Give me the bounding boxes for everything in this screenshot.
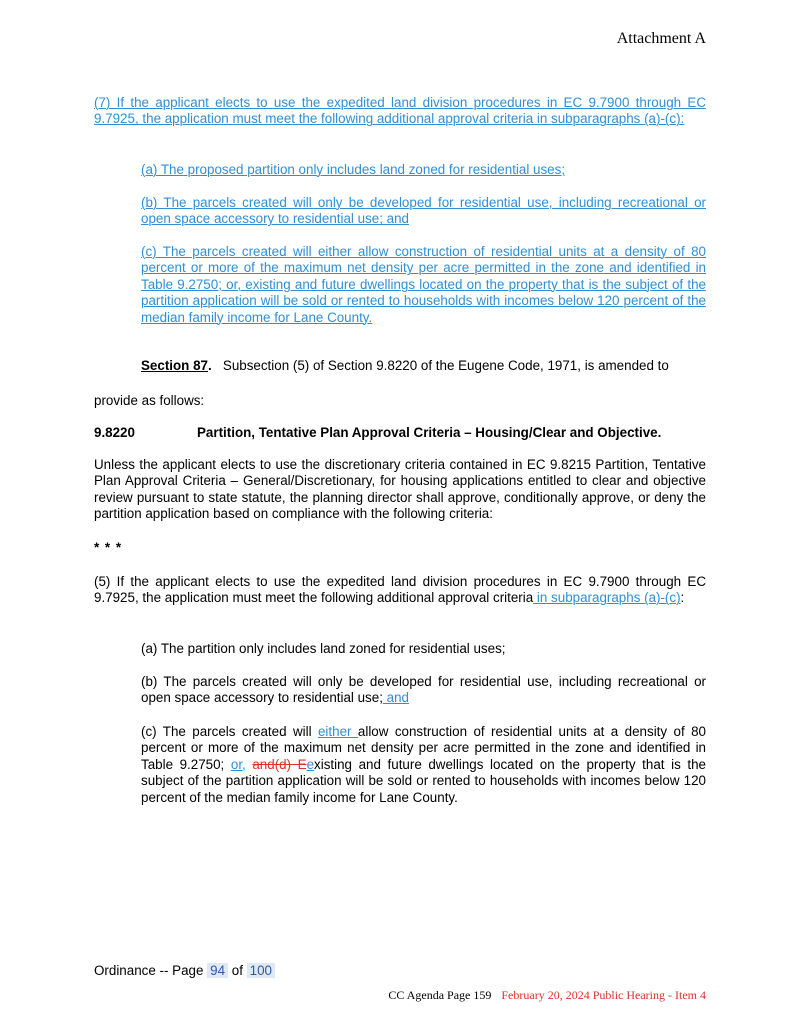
section-87-text: Subsection (5) of Section 9.8220 of the Eugene Code, 1971, is amended to — [222, 358, 669, 373]
subsection-5c-text-1: (c) The parcels created will — [141, 724, 318, 739]
code-title: Partition, Tentative Plan Approval Criteria – Housing/Clear and Objective. — [197, 425, 662, 440]
subsection-5c-text-3: xisting and future dwellings located on the property that is the subject of the partition application will be sold or rented to households with incomes below 120 percent of the median family income for Lane County. — [141, 756, 706, 805]
new-subsection-7c: (c) The parcels created will either allow construction of residential units at a density of 80 percent or more of the maximum net density per acre permitted in the zone and identified in Table 9.2750; or, existing and future dwellings located on the property that is the subject of the partition application will be sold or rented to households with incomes below 120 percent of the median family income for Lane County. — [141, 244, 706, 325]
subsection-5c-text-2: allow construction of residential units at a density of 80 percent or more of the maximum net density per acre permitted in the zone and identified in Table 9.2750; — [141, 724, 706, 772]
section-87-line — [141, 358, 706, 373]
new-subsection-7: (7) If the applicant elects to use the expedited land division procedures in EC 9.7900 through EC 9.7925, the application must meet the following additional approval criteria in subparagraphs (a)-(c): — [94, 95, 706, 127]
page-footer — [94, 963, 275, 978]
new-subsection-7b: (b) The parcels created will only be developed for residential use, including recreational or open space accessory to residential use; and — [141, 195, 706, 227]
footer-page-number: 94 — [207, 963, 228, 978]
subsection-5b-text: (b) The parcels created will only be developed for residential use, including recreational or open space accessory to residential use; — [141, 674, 706, 706]
ellipsis-marker: * * * — [94, 540, 123, 555]
footer-page-total: 100 — [247, 963, 275, 978]
subsection-5a: (a) The partition only includes land zoned for residential uses; — [141, 641, 506, 656]
intro-paragraph: Unless the applicant elects to use the discretionary criteria contained in EC 9.8215 Partition, Tentative Plan Approval Criteria – General/Discretionary, for housing applications entitled to clear and objective review pursuant to state statute, the planning director shall approve, conditionally approve, or deny the partition application based on compliance with the following criteria: — [94, 457, 706, 522]
subsection-5 — [94, 574, 706, 607]
subsection-5c — [141, 724, 706, 806]
subsection-5c-deletion: and(d) E — [252, 756, 307, 772]
subsection-5c-insert-e: e — [306, 756, 315, 772]
subsection-5-inserted: in subparagraphs (a)-(c) — [533, 590, 681, 606]
agenda-page-label: CC Agenda Page 159 — [388, 988, 492, 1002]
agenda-date: February 20, 2024 Public Hearing - Item 4 — [501, 988, 706, 1002]
code-heading — [94, 425, 661, 440]
subsection-5c-insert-or: or, — [230, 756, 246, 772]
subsection-5b — [141, 674, 706, 707]
footer-of: of — [228, 963, 247, 978]
footer-prefix: Ordinance -- Page — [94, 963, 208, 978]
code-number: 9.8220 — [94, 425, 135, 440]
subsection-5c-insert-either: either — [317, 724, 358, 739]
new-subsection-7a: (a) The proposed partition only includes land zoned for residential uses; — [141, 162, 566, 177]
subsection-5b-inserted: and — [382, 690, 409, 706]
agenda-stamp — [388, 988, 706, 1003]
subsection-5-text: (5) If the applicant elects to use the expedited land division procedures in EC 9.7900 through EC 9.7925, the application must meet the following additional approval criteria — [94, 574, 706, 606]
section-87-label: Section 87 — [141, 358, 208, 373]
section-87-period: . — [207, 358, 212, 373]
section-87-continuation: provide as follows: — [94, 393, 205, 408]
attachment-label: Attachment A — [616, 30, 706, 47]
subsection-5-end: : — [680, 590, 685, 606]
